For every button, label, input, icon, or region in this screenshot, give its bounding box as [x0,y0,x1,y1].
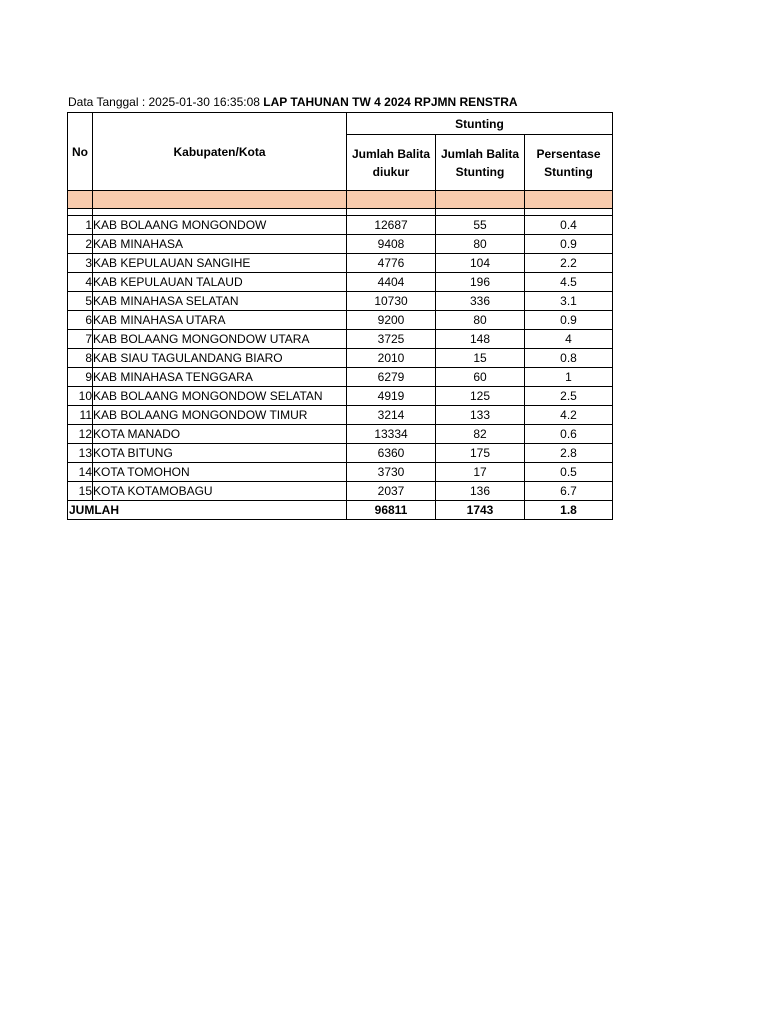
row-stunted: 125 [436,387,525,406]
row-stunted: 15 [436,349,525,368]
row-stunted: 336 [436,292,525,311]
table-row [68,425,613,444]
row-percent: 4.2 [525,406,613,425]
row-percent: 2.8 [525,444,613,463]
row-region-name: KAB BOLAANG MONGONDOW TIMUR [93,406,347,425]
row-region-name: KAB KEPULAUAN SANGIHE [93,254,347,273]
row-measured: 12687 [347,216,436,235]
table-row [68,235,613,254]
report-caption [68,94,518,110]
row-stunted: 17 [436,463,525,482]
row-measured: 6360 [347,444,436,463]
row-region-name: KAB MINAHASA UTARA [93,311,347,330]
header-region: Kabupaten/Kota [93,113,347,191]
row-number: 11 [68,406,93,425]
row-percent: 4 [525,330,613,349]
row-number: 1 [68,216,93,235]
row-stunted: 55 [436,216,525,235]
row-measured: 4776 [347,254,436,273]
row-number: 9 [68,368,93,387]
row-region-name: KAB BOLAANG MONGONDOW [93,216,347,235]
row-stunted: 133 [436,406,525,425]
row-measured: 3214 [347,406,436,425]
row-percent: 0.8 [525,349,613,368]
header-stunting-group: Stunting [347,113,613,135]
table-row [68,254,613,273]
row-number: 2 [68,235,93,254]
row-stunted: 82 [436,425,525,444]
row-percent: 1 [525,368,613,387]
row-measured: 9200 [347,311,436,330]
table-row [68,349,613,368]
spacer-cell [347,209,436,216]
row-number: 6 [68,311,93,330]
highlight-cell [68,191,93,209]
stunting-table [67,112,613,520]
table-row [68,406,613,425]
row-stunted: 196 [436,273,525,292]
table-row [68,292,613,311]
row-percent: 6.7 [525,482,613,501]
row-measured: 4404 [347,273,436,292]
row-measured: 13334 [347,425,436,444]
row-percent: 2.2 [525,254,613,273]
row-measured: 4919 [347,387,436,406]
spacer-cell [436,209,525,216]
table-row [68,482,613,501]
table-body [68,191,613,501]
row-stunted: 148 [436,330,525,349]
row-number: 13 [68,444,93,463]
total-stunted: 1743 [436,501,525,520]
spacer-cell [93,209,347,216]
total-percent: 1.8 [525,501,613,520]
highlight-cell [93,191,347,209]
spacer-cell [525,209,613,216]
row-region-name: KOTA KOTAMOBAGU [93,482,347,501]
row-number: 8 [68,349,93,368]
row-percent: 3.1 [525,292,613,311]
row-number: 10 [68,387,93,406]
report-title: LAP TAHUNAN TW 4 2024 RPJMN RENSTRA [263,95,518,109]
row-measured: 6279 [347,368,436,387]
row-percent: 2.5 [525,387,613,406]
row-measured: 2037 [347,482,436,501]
total-label: JUMLAH [68,501,347,520]
row-region-name: KAB BOLAANG MONGONDOW UTARA [93,330,347,349]
row-percent: 4.5 [525,273,613,292]
highlight-row [68,191,613,209]
row-measured: 9408 [347,235,436,254]
header-stunted: Jumlah Balita Stunting [436,135,525,191]
row-percent: 0.5 [525,463,613,482]
row-percent: 0.4 [525,216,613,235]
row-stunted: 60 [436,368,525,387]
header-measured: Jumlah Balita diukur [347,135,436,191]
total-measured: 96811 [347,501,436,520]
spacer-row [68,209,613,216]
table-row [68,330,613,349]
row-number: 12 [68,425,93,444]
row-measured: 10730 [347,292,436,311]
table-row [68,216,613,235]
table-row [68,387,613,406]
row-stunted: 80 [436,235,525,254]
highlight-cell [347,191,436,209]
row-percent: 0.9 [525,235,613,254]
row-measured: 2010 [347,349,436,368]
row-stunted: 80 [436,311,525,330]
row-stunted: 136 [436,482,525,501]
row-region-name: KAB MINAHASA SELATAN [93,292,347,311]
row-region-name: KOTA TOMOHON [93,463,347,482]
row-number: 7 [68,330,93,349]
row-number: 5 [68,292,93,311]
row-percent: 0.9 [525,311,613,330]
highlight-cell [436,191,525,209]
row-measured: 3730 [347,463,436,482]
table-row [68,368,613,387]
report-date: Data Tanggal : 2025-01-30 16:35:08 [68,95,264,109]
total-row [68,501,613,520]
highlight-cell [525,191,613,209]
row-stunted: 175 [436,444,525,463]
table-row [68,273,613,292]
table-row [68,311,613,330]
row-region-name: KAB BOLAANG MONGONDOW SELATAN [93,387,347,406]
row-stunted: 104 [436,254,525,273]
header-percent: Persentase Stunting [525,135,613,191]
row-region-name: KAB MINAHASA [93,235,347,254]
row-region-name: KAB SIAU TAGULANDANG BIARO [93,349,347,368]
row-region-name: KAB KEPULAUAN TALAUD [93,273,347,292]
header-no: No [68,113,93,191]
row-measured: 3725 [347,330,436,349]
row-region-name: KOTA MANADO [93,425,347,444]
row-number: 15 [68,482,93,501]
row-region-name: KOTA BITUNG [93,444,347,463]
row-number: 3 [68,254,93,273]
row-region-name: KAB MINAHASA TENGGARA [93,368,347,387]
spacer-cell [68,209,93,216]
row-number: 14 [68,463,93,482]
table-row [68,444,613,463]
row-number: 4 [68,273,93,292]
table-row [68,463,613,482]
row-percent: 0.6 [525,425,613,444]
